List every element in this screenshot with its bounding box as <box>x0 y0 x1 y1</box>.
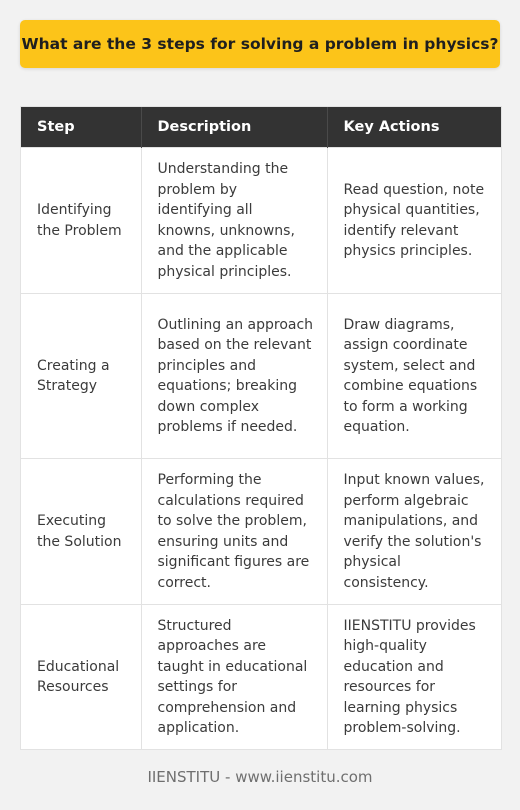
table-body <box>21 148 501 750</box>
steps-table <box>21 107 501 749</box>
header-description: Description <box>141 107 327 148</box>
cell-description: Understanding the problem by identifying all knowns, unknowns, and the applicable physical principles. <box>141 148 327 294</box>
table-row <box>21 148 501 294</box>
cell-key-actions: IIENSTITU provides high-quality education and resources for learning physics problem-solving. <box>327 605 501 750</box>
cell-step: Executing the Solution <box>21 459 141 605</box>
page-title: What are the 3 steps for solving a problem in physics? <box>21 35 499 53</box>
footer-credit: IIENSTITU - www.iienstitu.com <box>147 768 373 786</box>
cell-step: Identifying the Problem <box>21 148 141 294</box>
header-key-actions: Key Actions <box>327 107 501 148</box>
table-row <box>21 459 501 605</box>
table-row <box>21 605 501 750</box>
table-header <box>21 107 501 148</box>
cell-key-actions: Input known values, perform algebraic manipulations, and verify the solution's physical consistency. <box>327 459 501 605</box>
cell-description: Performing the calculations required to solve the problem, ensuring units and significant figures are correct. <box>141 459 327 605</box>
header-row <box>21 107 501 148</box>
cell-description: Structured approaches are taught in educational settings for comprehension and application. <box>141 605 327 750</box>
header-step: Step <box>21 107 141 148</box>
cell-key-actions: Read question, note physical quantities, identify relevant physics principles. <box>327 148 501 294</box>
cell-step: Educational Resources <box>21 605 141 750</box>
title-banner <box>20 20 500 68</box>
cell-step: Creating a Strategy <box>21 294 141 459</box>
cell-description: Outlining an approach based on the relevant principles and equations; breaking down complex problems if needed. <box>141 294 327 459</box>
steps-table-container <box>20 106 502 750</box>
cell-key-actions: Draw diagrams, assign coordinate system, select and combine equations to form a working equation. <box>327 294 501 459</box>
table-row <box>21 294 501 459</box>
